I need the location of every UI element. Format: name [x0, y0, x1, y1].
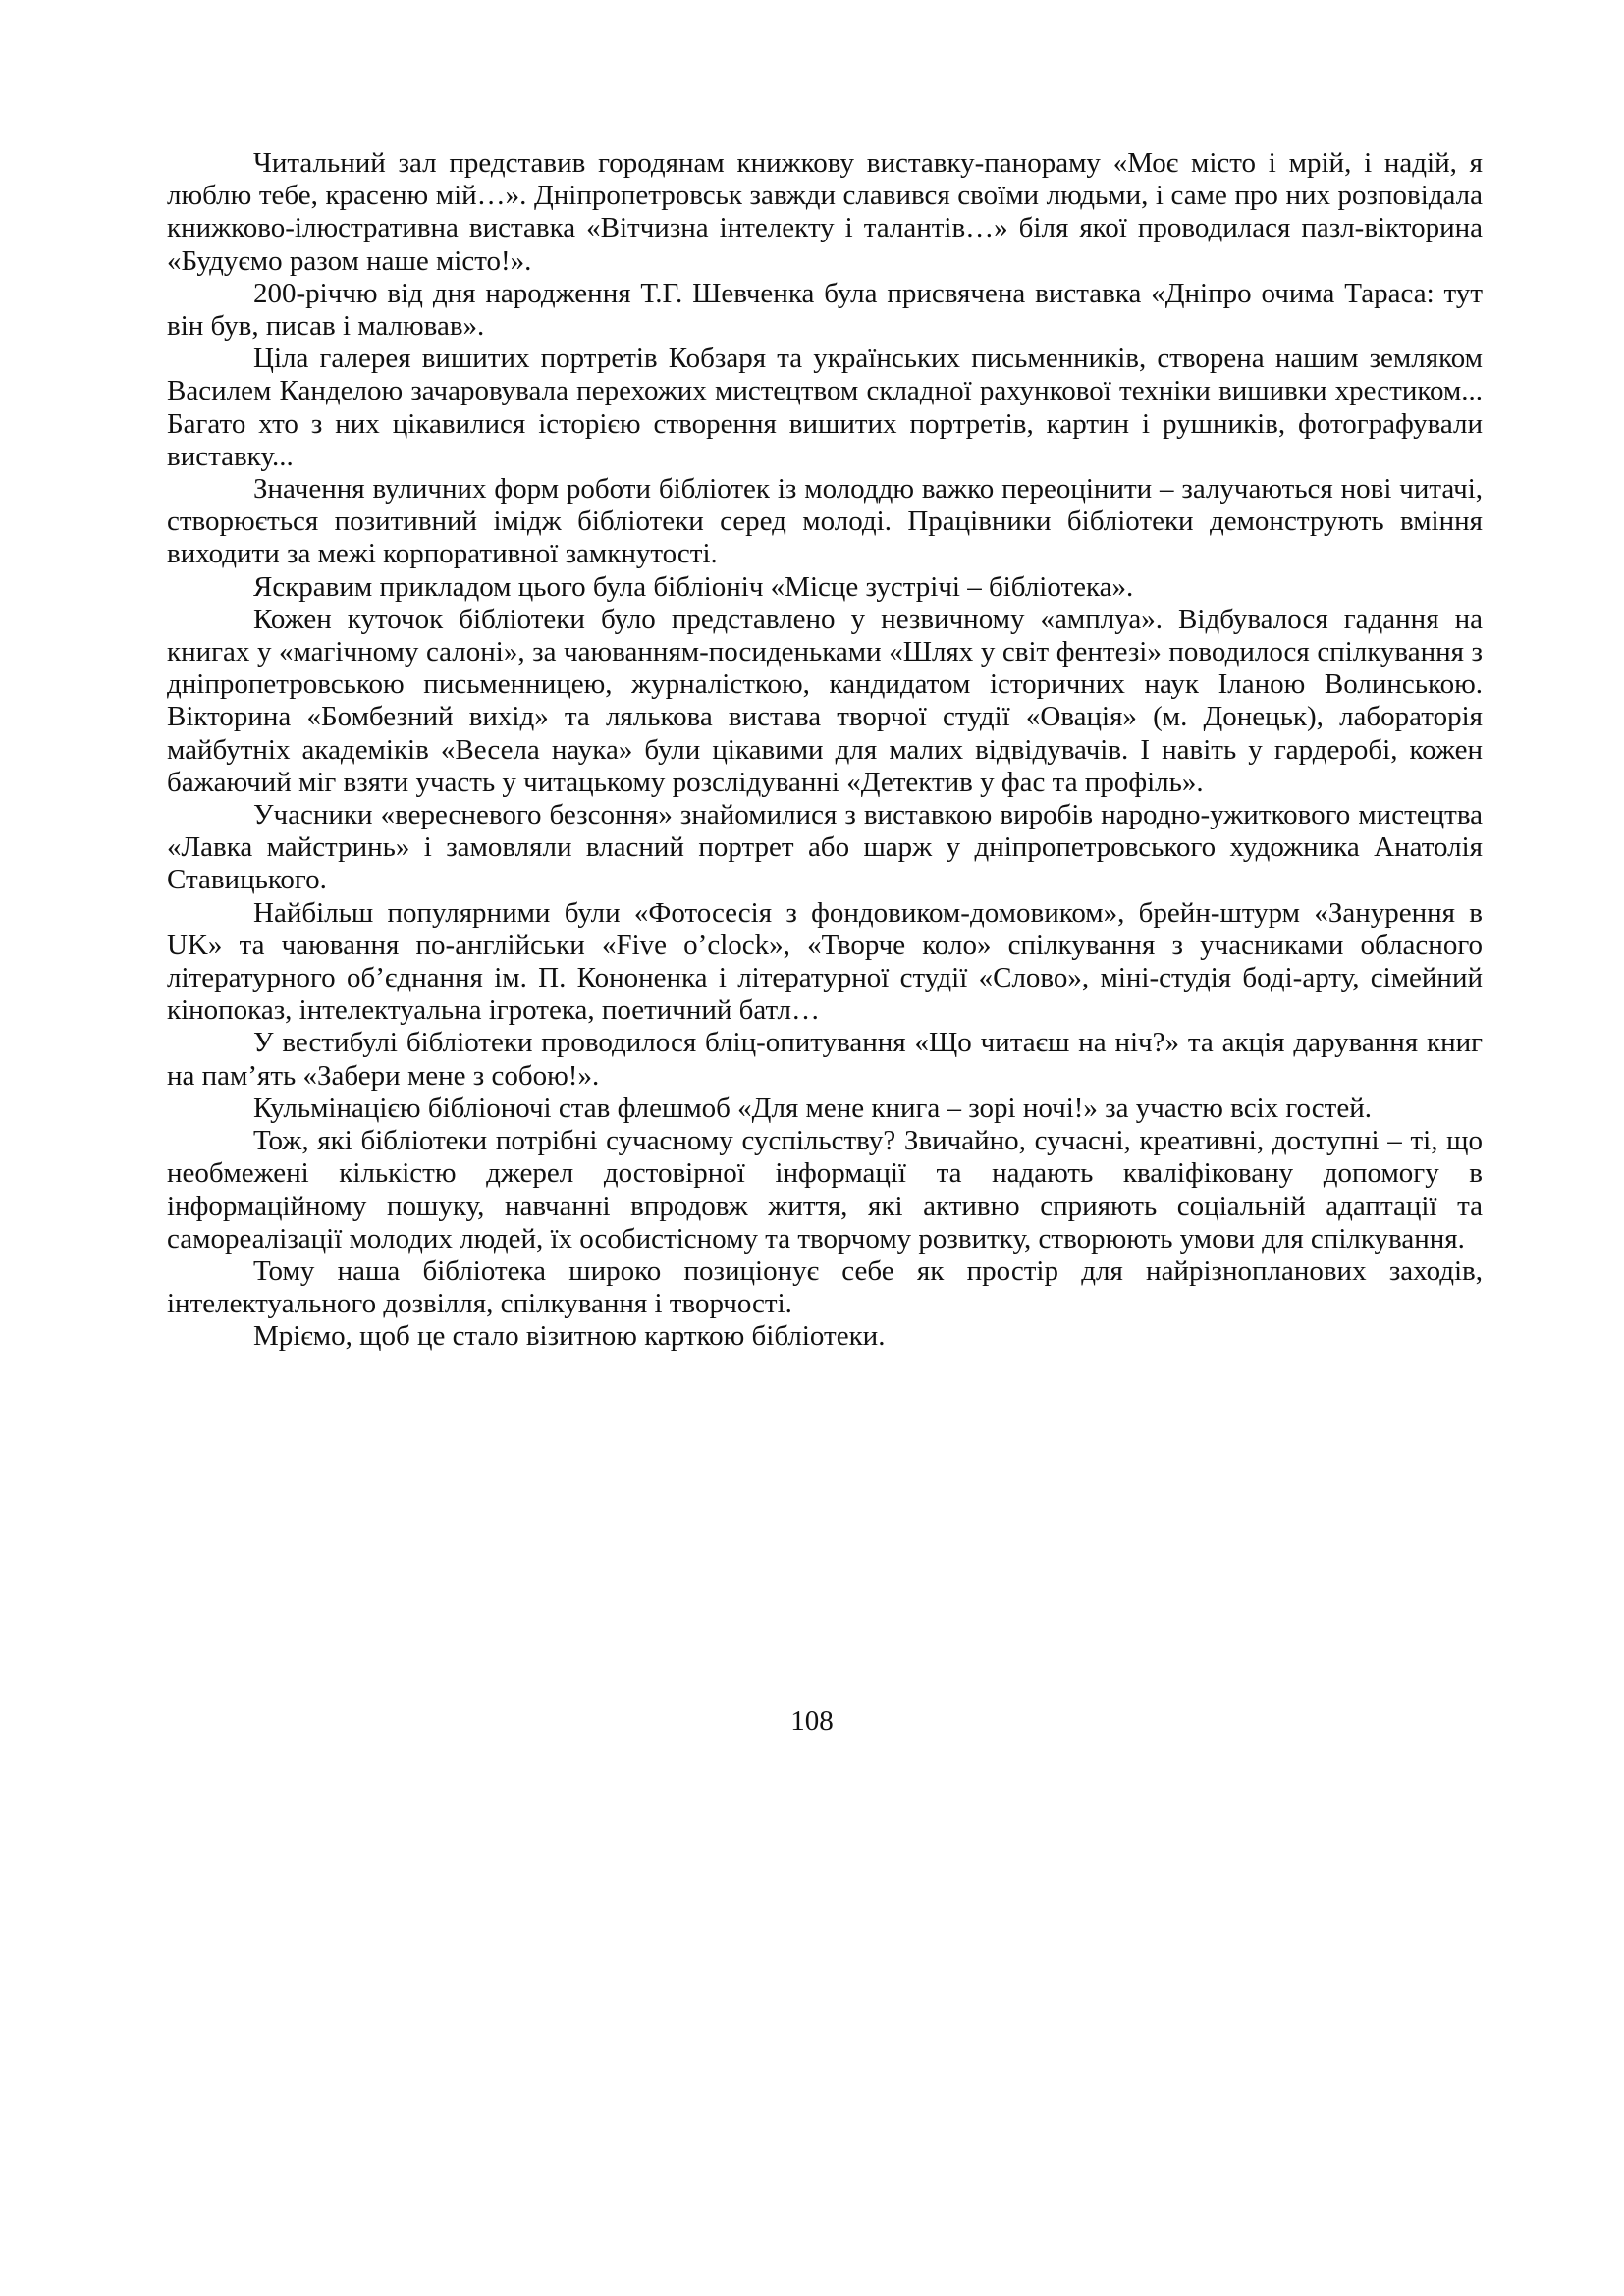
paragraph: Кульмінацією бібліоночі став флешмоб «Для мене книга – зорі ночі!» за участю всіх гостей. [253, 1092, 1372, 1124]
page-number: 108 [790, 1705, 834, 1736]
paragraph: 200-річчю від дня народження Т.Г. Шевченка була присвячена виставка «Дніпро очима Тараса: тут він був, писав і малював». [167, 277, 1483, 343]
body-text [167, 147, 1483, 1354]
paragraph: Тож, які бібліотеки потрібні сучасному суспільству? Звичайно, сучасні, креативні, доступні – ті, що необмежені кількістю джерел достовірної інформації та надають кваліфіковану допомогу в інформаційному пошуку, навчанні впродовж життя, які активно сприяють соціальній адаптації та самореалізації молодих людей, їх особистісному та творчому розвитку, створюють умови для спілкування. [167, 1125, 1483, 1255]
paragraph: Яскравим прикладом цього була бібліоніч «Місце зустрічі – бібліотека». [253, 570, 1134, 603]
paragraph: Ціла галерея вишитих портретів Кобзаря та українських письменників, створена нашим земляком Василем Канделою зачаровувала перехожих мистецтвом складної рахункової техніки вишивки хрестиком... Багато хто з них цікавилися історією створення вишитих портретів, картин і рушників, фотографували виставку... [167, 343, 1483, 472]
paragraph: Найбільш популярними були «Фотосесія з фондовиком-домовиком», брейн-штурм «Занурення в UK» та чаювання по-англійськи «Five o’clock», «Творче коло» спілкування з учасниками обласного літературного об’єднання ім. П. Кононенка і літературної студії «Слово», міні-студія боді-арту, сімейний кінопоказ, інтелектуальна ігротека, поетичний батл… [167, 896, 1483, 1027]
paragraph: Тому наша бібліотека широко позиціонує себе як простір для найрізнопланових заходів, інтелектуального дозвілля, спілкування і творчості. [167, 1255, 1483, 1320]
paragraph: Значення вуличних форм роботи бібліотек із молоддю важко переоцінити – залучаються нові читачі, створюється позитивний імідж бібліотеки серед молоді. Працівники бібліотеки демонструють вміння виходити за межі корпоративної замкнутості. [167, 473, 1483, 570]
paragraph: Мріємо, щоб це стало візитною карткою бібліотеки. [253, 1320, 886, 1353]
paragraph: У вестибулі бібліотеки проводилося бліц-опитування «Що читаєш на ніч?» та акція дарування книг на пам’ять «Забери мене з собою!». [167, 1027, 1483, 1092]
paragraph: Учасники «вересневого безсоння» знайомилися з виставкою виробів народно-ужиткового мистецтва «Лавка майстринь» і замовляли власний портрет або шарж у дніпропетровського художника Анатолія Ставицького. [167, 799, 1483, 896]
paragraph: Читальний зал представив городянам книжкову виставку-панораму «Моє місто і мрій, і надій, я люблю тебе, красеню мій…». Дніпропетровськ завжди славився своїми людьми, і саме про них розповідала книжково-ілюстративна виставка «Вітчизна інтелекту і талантів…» біля якої проводилася пазл-вікторина «Будуємо разом наше місто!». [167, 147, 1483, 277]
paragraph: Кожен куточок бібліотеки було представлено у незвичному «амплуа». Відбувалося гадання на книгах у «магічному салоні», за чаюванням-посиденьками «Шлях у світ фентезі» поводилося спілкування з дніпропетровською письменницею, журналісткою, кандидатом історичних наук Іланою Волинською. Вікторина «Бомбезний вихід» та лялькова вистава творчої студії «Овація» (м. Донецьк), лабораторія майбутніх академіків «Весела наука» були цікавими для малих відвідувачів. І навіть у гардеробі, кожен бажаючий міг взяти участь у читацькому розслідуванні «Детектив у фас та профіль». [167, 603, 1483, 798]
